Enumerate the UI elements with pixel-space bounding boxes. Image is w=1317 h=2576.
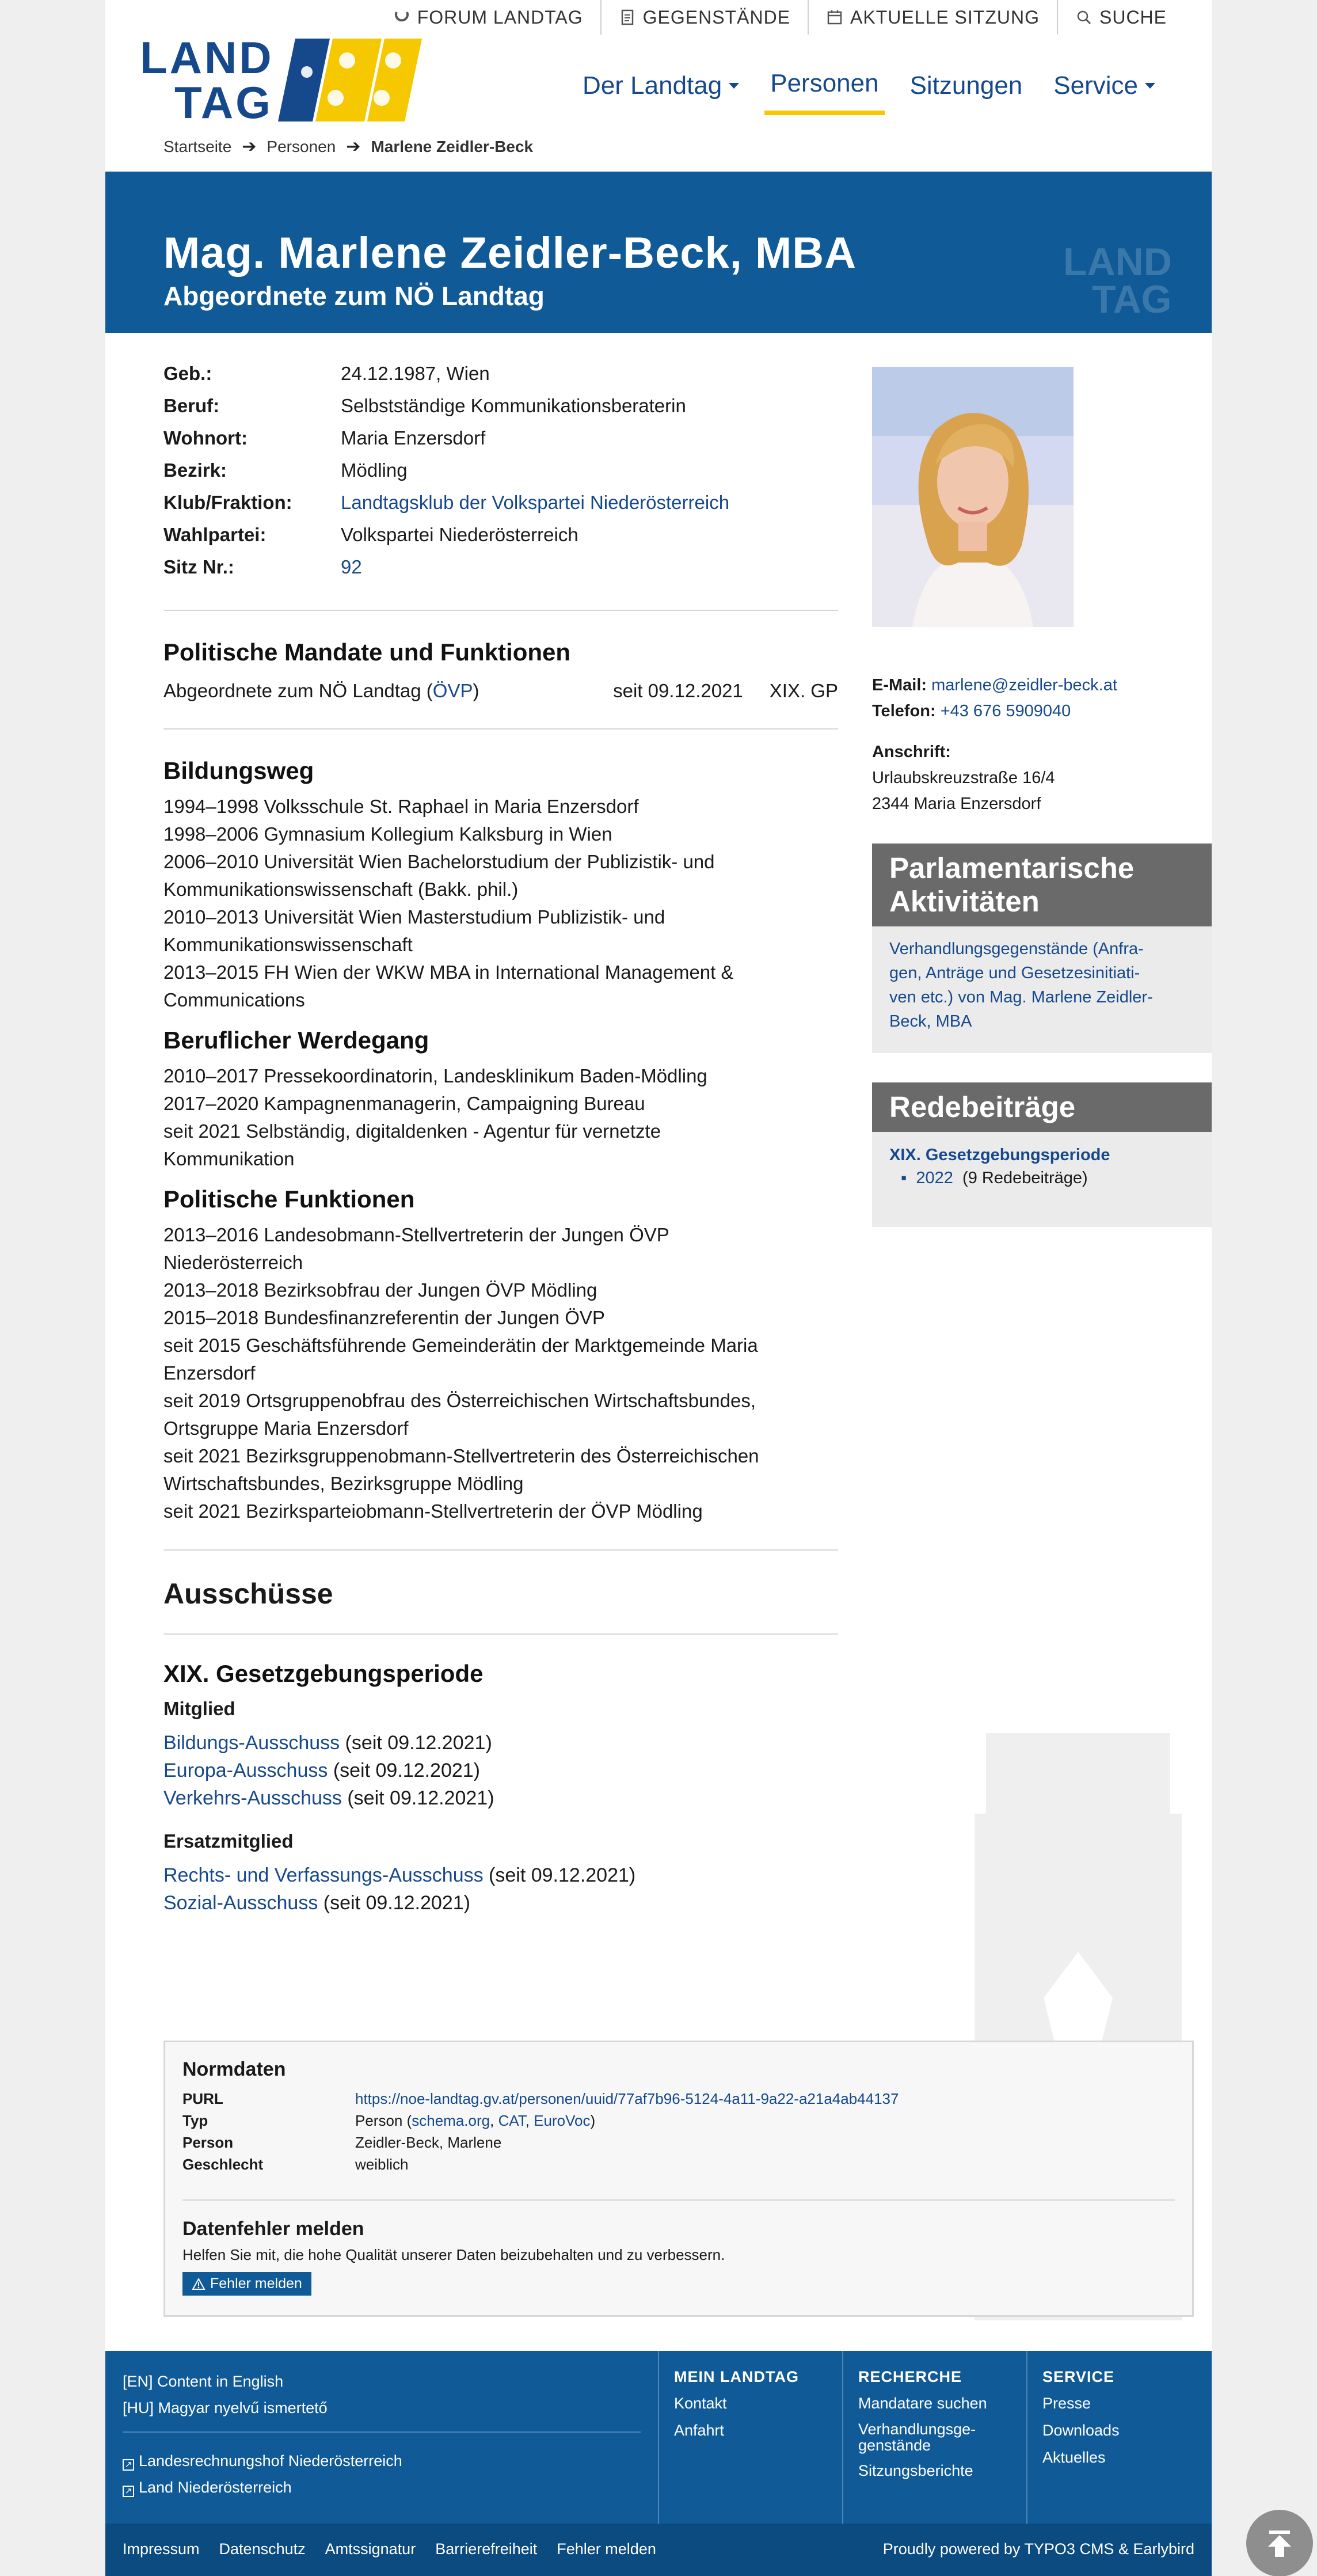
- arrow-right-icon: ➔: [242, 137, 257, 156]
- fact-label: Bezirk:: [163, 459, 227, 481]
- mandate-since: seit 09.12.2021: [613, 680, 743, 701]
- aktuelle-sitzung-link[interactable]: [808, 0, 1057, 35]
- external-link-icon: ↗: [123, 2459, 134, 2471]
- footer-link[interactable]: Kontakt: [674, 2395, 727, 2412]
- bildung-heading: Bildungsweg: [163, 757, 314, 784]
- typ-suffix: ): [590, 2112, 596, 2129]
- fehler-text: Helfen Sie mit, die hohe Qualität unserer Daten beizubehalten und zu verbessern.: [182, 2246, 725, 2263]
- logo-line1: LAND: [140, 37, 274, 83]
- landtag-logo[interactable]: [140, 37, 422, 123]
- breadcrumb-personen[interactable]: Personen: [267, 137, 336, 155]
- page-title: Mag. Marlene Zeidler-Beck, MBA: [163, 229, 857, 278]
- normdaten-heading: Normdaten: [182, 2058, 286, 2080]
- fehler-melden-footer-link[interactable]: Fehler melden: [557, 2540, 656, 2558]
- nav-sitzungen[interactable]: [904, 69, 1029, 115]
- typ-prefix: Person (: [355, 2112, 412, 2129]
- mandate-text: Abgeordnete zum NÖ Landtag (: [163, 680, 433, 701]
- fact-label: Wahlpartei:: [163, 524, 267, 545]
- geschlecht-label: Geschlecht: [182, 2156, 264, 2173]
- list-line: Kommunikation: [163, 1148, 295, 1169]
- calendar-icon: [826, 9, 843, 26]
- caret-down-icon: [1145, 83, 1155, 89]
- suche-label: SUCHE: [1099, 6, 1167, 28]
- schema-link[interactable]: schema.org: [412, 2112, 490, 2129]
- lang-en-link[interactable]: [EN] Content in English: [123, 2373, 284, 2390]
- committee-since: (seit 09.12.2021): [340, 1732, 492, 1754]
- aktivitaeten-link-line: Beck, MBA: [889, 1012, 972, 1031]
- nav-der-landtag[interactable]: [577, 69, 745, 115]
- page-subtitle: Abgeordnete zum NÖ Landtag: [163, 281, 545, 311]
- person-value: Zeidler-Beck, Marlene: [355, 2134, 502, 2151]
- geschlecht-value: weiblich: [355, 2156, 409, 2173]
- fact-label: Sitz Nr.:: [163, 556, 234, 577]
- footer-col-title: MEIN LANDTAG: [674, 2368, 799, 2385]
- page: [105, 0, 1212, 2576]
- nav-sitzungen-label: Sitzungen: [909, 71, 1023, 100]
- email-link[interactable]: marlene@zeidler-beck.at: [931, 676, 1117, 694]
- footer-bottom: [105, 2524, 1212, 2576]
- purl-label: PURL: [182, 2090, 223, 2107]
- main-content: [163, 363, 838, 1917]
- phone-label: Telefon:: [872, 702, 936, 720]
- watermark-line1: LAND: [1063, 241, 1172, 284]
- list-line: Communications: [163, 989, 305, 1010]
- footer-link[interactable]: Anfahrt: [674, 2422, 725, 2439]
- person-label: Person: [182, 2134, 234, 2151]
- external-link-item[interactable]: [123, 2474, 402, 2501]
- nav-personen[interactable]: [764, 69, 884, 115]
- committee-item: [163, 1889, 838, 1917]
- aktivitaeten-link[interactable]: [872, 926, 1212, 1044]
- breadcrumb-current: Marlene Zeidler-Beck: [371, 137, 534, 155]
- address-street: Urlaubskreuzstraße 16/4: [872, 769, 1055, 787]
- fehler-heading: Datenfehler melden: [182, 2218, 364, 2240]
- eurovoc-link[interactable]: EuroVoc: [534, 2112, 591, 2129]
- list-line: 1994–1998 Volksschule St. Raphael in Maria Enzersdorf: [163, 796, 639, 817]
- mandate-heading: Politische Mandate und Funktionen: [163, 639, 571, 666]
- purl-link[interactable]: https://noe-landtag.gv.at/personen/uuid/77af7b96-5124-4a11-9a22-a21a4ab44137: [355, 2090, 899, 2107]
- committee-since: (seit 09.12.2021): [483, 1864, 636, 1886]
- portrait-illustration: [872, 367, 1074, 627]
- rede-count: (9 Redebeiträge): [962, 1169, 1088, 1187]
- fact-value: 24.12.1987, Wien: [341, 363, 490, 384]
- datenschutz-link[interactable]: Datenschutz: [219, 2540, 306, 2558]
- divider: [182, 2199, 1175, 2201]
- forum-icon: [393, 9, 410, 26]
- address-label: Anschrift:: [872, 743, 951, 761]
- committee-period: XIX. Gesetzgebungsperiode: [163, 1660, 484, 1687]
- ext2-label: Land Niederösterreich: [139, 2479, 292, 2496]
- divider: [163, 610, 838, 611]
- lang-hu-link[interactable]: [HU] Magyar nyelvű ismertető: [123, 2399, 328, 2417]
- external-link-icon: ↗: [123, 2486, 134, 2497]
- aktuelle-sitzung-label: AKTUELLE SITZUNG: [850, 6, 1040, 28]
- email-label: E-Mail:: [872, 676, 927, 694]
- powered-by: Proudly powered by TYPO3 CMS & Earlybird: [882, 2540, 1194, 2558]
- nav-service-label: Service: [1053, 71, 1138, 100]
- list-line: 2013–2015 FH Wien der WKW MBA in International Management &: [163, 962, 734, 983]
- list-line: 2017–2020 Kampagnenmanagerin, Campaigning Bureau: [163, 1093, 645, 1114]
- forum-label: FORUM LANDTAG: [417, 6, 583, 28]
- committee-since: (seit 09.12.2021): [328, 1760, 480, 1781]
- arrow-up-icon: [1262, 2526, 1297, 2560]
- mandate-gp: XIX. GP: [769, 680, 838, 701]
- footer-col-mein-landtag: [658, 2351, 842, 2524]
- rede-list-item: [889, 1167, 1194, 1190]
- fact-label: Wohnort:: [163, 427, 248, 449]
- politik-heading: Politische Funktionen: [163, 1186, 415, 1213]
- footer-link[interactable]: Mandatare suchen: [858, 2395, 987, 2412]
- breadcrumb: [163, 136, 533, 157]
- breadcrumb-startseite[interactable]: Startseite: [163, 137, 232, 155]
- external-link-item[interactable]: [123, 2448, 402, 2474]
- committee-link[interactable]: Europa-Ausschuss: [163, 1760, 328, 1781]
- committee-item: [163, 1861, 838, 1889]
- fact-value: Volkspartei Niederösterreich: [341, 524, 578, 545]
- mitglied-label: Mitglied: [163, 1698, 235, 1719]
- fact-label: Geb.:: [163, 363, 212, 384]
- aktivitaeten-link-line: gen, Anträge und Gesetzesinitiati-: [889, 964, 1140, 982]
- list-line: Ortsgruppe Maria Enzersdorf: [163, 1418, 409, 1439]
- mandate-close: ): [473, 680, 479, 701]
- footer-link[interactable]: Presse: [1042, 2395, 1091, 2412]
- fehler-button-label: Fehler melden: [210, 2275, 302, 2292]
- sitz-link[interactable]: 92: [341, 556, 362, 577]
- klub-link[interactable]: Landtagsklub der Volkspartei Niederösterreich: [341, 492, 730, 513]
- list-line: Enzersdorf: [163, 1362, 256, 1384]
- search-icon: [1075, 9, 1093, 26]
- suche-link[interactable]: [1057, 0, 1184, 35]
- utility-bar: [376, 0, 1184, 35]
- phone-link[interactable]: +43 676 5909040: [940, 702, 1071, 720]
- warning-icon: [192, 2278, 205, 2290]
- fehler-melden-button[interactable]: [182, 2272, 311, 2296]
- typ-label: Typ: [182, 2112, 208, 2129]
- list-line: 2013–2018 Bezirksobfrau der Jungen ÖVP Mödling: [163, 1279, 597, 1301]
- divider: [163, 1633, 838, 1635]
- aktivitaeten-link-line: ven etc.) von Mag. Marlene Zeidler-: [889, 988, 1153, 1006]
- footer: [105, 2351, 1212, 2524]
- list-line: seit 2021 Bezirksparteiobmann-Stellvertreterin der ÖVP Mödling: [163, 1500, 703, 1522]
- ausschuesse-heading: Ausschüsse: [163, 1578, 333, 1610]
- nav-service[interactable]: [1048, 69, 1161, 115]
- mandate-row: [163, 680, 838, 702]
- scroll-to-top-button[interactable]: [1246, 2510, 1313, 2576]
- address-city: 2344 Maria Enzersdorf: [872, 795, 1041, 813]
- fact-value: Selbstständige Kommunikationsberaterin: [341, 395, 686, 416]
- party-link[interactable]: ÖVP: [432, 680, 473, 701]
- committee-item: [163, 1729, 838, 1757]
- ersatz-label: Ersatzmitglied: [163, 1830, 294, 1852]
- list-line: Wirtschaftsbundes, Bezirksgruppe Mödling: [163, 1473, 524, 1494]
- committee-link[interactable]: Sozial-Ausschuss: [163, 1892, 318, 1914]
- committee-since: (seit 09.12.2021): [318, 1892, 470, 1914]
- list-line: seit 2021 Bezirksgruppenobmann-Stellvertreterin des Österreichischen: [163, 1445, 759, 1466]
- impressum-link[interactable]: Impressum: [123, 2540, 200, 2558]
- divider: [163, 1549, 838, 1551]
- bildung-list: [163, 793, 838, 1014]
- footer-col-recherche: [842, 2351, 1026, 2524]
- ext1-label: Landesrechnungshof Niederösterreich: [139, 2452, 402, 2469]
- watermark-line2: TAG: [1092, 278, 1172, 316]
- barrierefreiheit-link[interactable]: Barrierefreiheit: [435, 2540, 538, 2558]
- redebeitraege-heading: Redebeiträge: [872, 1082, 1212, 1132]
- portrait-image: [872, 367, 1074, 627]
- fact-value: Maria Enzersdorf: [341, 427, 486, 449]
- rede-year-link[interactable]: 2022: [916, 1169, 953, 1187]
- list-line: Kommunikationswissenschaft (Bakk. phil.): [163, 879, 519, 900]
- list-line: Niederösterreich: [163, 1252, 303, 1273]
- divider: [163, 728, 838, 730]
- footer-col-title: SERVICE: [1042, 2368, 1115, 2385]
- aktivitaeten-panel: [872, 844, 1212, 1053]
- watermark-logo: [1063, 241, 1190, 316]
- contact-block: [872, 673, 1117, 817]
- arrow-right-icon: ➔: [346, 137, 361, 156]
- committee-link[interactable]: Verkehrs-Ausschuss: [163, 1787, 342, 1809]
- fact-value: Mödling: [341, 459, 408, 481]
- committee-link[interactable]: Rechts- und Verfassungs-Ausschuss: [163, 1864, 484, 1886]
- main-navigation: [577, 69, 1161, 115]
- bullet-icon: ▪: [901, 1169, 907, 1187]
- footer-link[interactable]: Downloads: [1042, 2422, 1120, 2439]
- redebeitraege-panel: [872, 1082, 1212, 1227]
- politik-list: [163, 1221, 838, 1525]
- aktivitaeten-link-line: Verhandlungsgegenstände (Anfra-: [889, 940, 1144, 958]
- normdaten-box: Normdaten PURL https://noe-landtag.gv.at/personen/uuid/77af7b96-5124-4a11-9a22-a21a4ab44137 Typ Person (schema.org, CAT, EuroVoc) Person Zeidler-Beck, Marlene Geschlecht weiblich Datenfehler melden Helfen Sie mit, die hohe Qualität unserer Daten beizubehalten und zu verbessern. Fehler melden: [163, 2041, 1194, 2317]
- list-line: 2015–2018 Bundesfinanzreferentin der Jungen ÖVP: [163, 1307, 605, 1328]
- committee-item: [163, 1784, 838, 1812]
- nav-personen-label: Personen: [770, 69, 879, 97]
- cat-link[interactable]: CAT: [498, 2112, 526, 2129]
- rede-period: XIX. Gesetzgebungsperiode: [889, 1146, 1110, 1164]
- footer-link[interactable]: Verhandlungsge- genstände: [858, 2421, 976, 2454]
- footer-col-service: [1026, 2351, 1212, 2524]
- list-line: 1998–2006 Gymnasium Kollegium Kalksburg in Wien: [163, 823, 612, 845]
- list-line: 2006–2010 Universität Wien Bachelorstudium der Publizistik- und: [163, 851, 715, 872]
- committee-link[interactable]: Bildungs-Ausschuss: [163, 1732, 340, 1754]
- gegenstaende-link[interactable]: [600, 0, 808, 35]
- fact-label: Beruf:: [163, 395, 220, 416]
- footer-link[interactable]: Aktuelles: [1042, 2449, 1106, 2466]
- document-icon: [619, 9, 636, 26]
- fact-label: Klub/Fraktion:: [163, 492, 292, 513]
- beruf-heading: Beruflicher Werdegang: [163, 1027, 429, 1054]
- personal-facts: [163, 363, 838, 577]
- list-line: seit 2019 Ortsgruppenobfrau des Österreichischen Wirtschaftsbundes,: [163, 1390, 756, 1411]
- caret-down-icon: [729, 83, 739, 89]
- person-banner: [105, 172, 1212, 333]
- list-line: 2013–2016 Landesobmann-Stellvertreterin der Jungen ÖVP: [163, 1224, 669, 1245]
- beruf-list: [163, 1062, 838, 1173]
- footer-link[interactable]: Sitzungsberichte: [858, 2462, 973, 2479]
- list-line: seit 2015 Geschäftsführende Gemeinderätin der Marktgemeinde Maria: [163, 1335, 758, 1356]
- amtssignatur-link[interactable]: Amtssignatur: [325, 2540, 416, 2558]
- logo-line2: TAG: [174, 77, 273, 123]
- list-line: 2010–2013 Universität Wien Masterstudium Publizistik- und: [163, 906, 665, 928]
- nav-der-landtag-label: Der Landtag: [583, 71, 722, 100]
- gegenstaende-label: GEGENSTÄNDE: [642, 6, 791, 28]
- committee-item: [163, 1757, 838, 1784]
- list-line: seit 2021 Selbständig, digitaldenken - Agentur für vernetzte: [163, 1120, 661, 1142]
- list-line: Kommunikationswissenschaft: [163, 934, 413, 955]
- footer-divider: [123, 2431, 641, 2433]
- committee-since: (seit 09.12.2021): [341, 1787, 494, 1809]
- forum-link[interactable]: [376, 0, 600, 35]
- footer-col-title: RECHERCHE: [858, 2368, 962, 2385]
- aktivitaeten-heading: Parlamentarische Aktivitäten: [872, 844, 1212, 926]
- list-line: 2010–2017 Pressekoordinatorin, Landesklinikum Baden-Mödling: [163, 1065, 707, 1086]
